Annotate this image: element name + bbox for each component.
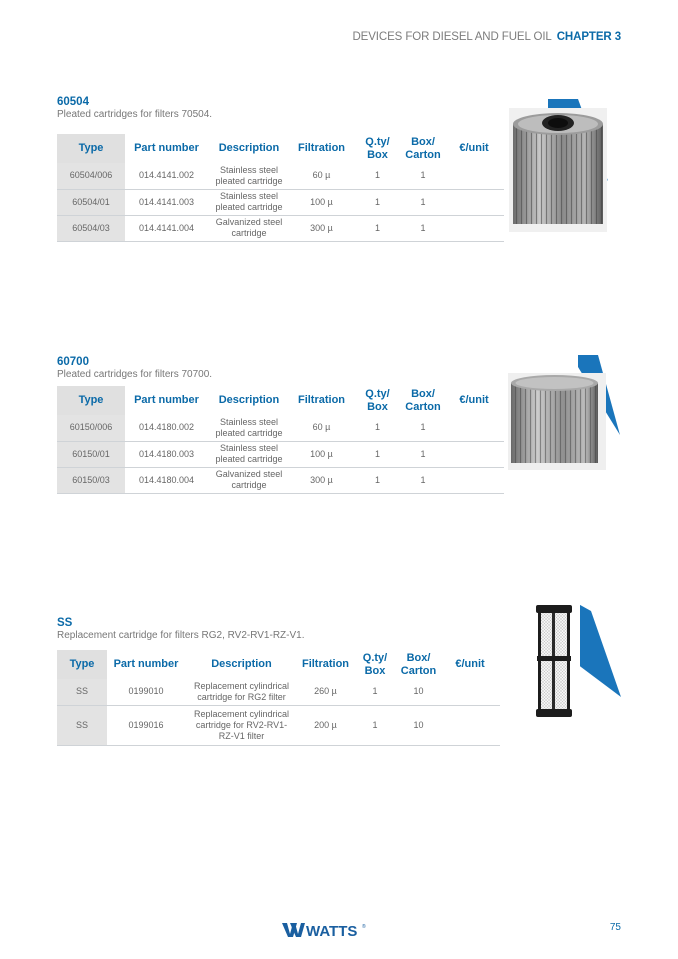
cell-description: Stainless steel pleated cartridge <box>208 441 290 467</box>
table-header-row <box>57 386 504 415</box>
cell-filtration: 100 µ <box>290 189 353 215</box>
cell-type: 60150/006 <box>57 415 125 441</box>
column-header-box-carton: Box/ Carton <box>400 652 437 677</box>
logo-text: WATTS <box>306 923 358 939</box>
cell-type: 60504/006 <box>57 163 125 189</box>
column-header-description: Description <box>218 394 280 407</box>
section-60504 <box>57 96 489 238</box>
section-60700 <box>57 356 489 490</box>
table-row <box>57 189 504 215</box>
section-subtitle: Replacement cartridge for filters RG2, RV2-RV1-RZ-V1. <box>57 630 305 641</box>
column-header-type: Type <box>57 650 107 679</box>
column-header-description: Description <box>211 658 272 671</box>
chapter-label: CHAPTER 3 <box>556 31 621 43</box>
cell-description: Galvanized steel cartridge <box>208 467 290 493</box>
page-number: 75 <box>609 922 621 933</box>
table-row <box>57 679 500 705</box>
cell-filtration: 260 µ <box>298 679 353 705</box>
column-header-box-carton: Box/ Carton <box>405 136 441 161</box>
cell-description: Stainless steel pleated cartridge <box>208 415 290 441</box>
cell-price-unit <box>444 415 504 441</box>
cell-part-number: 014.4180.004 <box>125 467 208 493</box>
cell-part-number: 014.4141.002 <box>125 163 208 189</box>
cell-filtration: 300 µ <box>290 467 353 493</box>
table-header-row <box>57 134 504 163</box>
cell-part-number: 014.4180.002 <box>125 415 208 441</box>
cell-qty-box: 1 <box>353 415 402 441</box>
cell-box-carton: 1 <box>402 441 444 467</box>
pleated-cartridge-image <box>508 373 606 475</box>
cell-price-unit <box>444 467 504 493</box>
table-row <box>57 163 504 189</box>
column-header-filtration: Filtration <box>297 142 346 155</box>
cell-qty-box: 1 <box>353 679 397 705</box>
cell-part-number: 0199016 <box>107 705 185 745</box>
svg-text:®: ® <box>362 924 366 930</box>
column-header-price-unit: €/unit <box>455 658 485 671</box>
cell-box-carton: 1 <box>402 163 444 189</box>
table-header-row <box>57 650 500 679</box>
cell-description: Stainless steel pleated cartridge <box>208 163 290 189</box>
cell-part-number: 0199010 <box>107 679 185 705</box>
section-ss <box>57 617 485 741</box>
product-table <box>57 386 504 494</box>
cell-type: 60150/01 <box>57 441 125 467</box>
column-header-qty-box: Q.ty/ Box <box>362 652 388 677</box>
section-subtitle: Pleated cartridges for filters 70700. <box>57 369 213 380</box>
cell-price-unit <box>444 163 504 189</box>
column-header-filtration: Filtration <box>297 394 346 407</box>
table-row <box>57 415 504 441</box>
pleated-cartridge-image <box>509 108 607 237</box>
table-row <box>57 441 504 467</box>
accent-triangle <box>573 601 621 702</box>
cell-qty-box: 1 <box>353 215 402 241</box>
column-header-part-number: Part number <box>113 658 179 671</box>
cell-description: Galvanized steel cartridge <box>208 215 290 241</box>
watts-logo <box>282 921 368 944</box>
cell-price-unit <box>440 705 500 745</box>
table-row <box>57 705 500 745</box>
cell-box-carton: 1 <box>402 189 444 215</box>
cell-price-unit <box>444 215 504 241</box>
chapter-header <box>352 31 621 43</box>
chapter-prefix: DEVICES FOR DIESEL AND FUEL OIL <box>352 31 552 43</box>
cell-box-carton: 10 <box>397 679 440 705</box>
cell-box-carton: 1 <box>402 467 444 493</box>
cell-part-number: 014.4141.003 <box>125 189 208 215</box>
cell-description: Stainless steel pleated cartridge <box>208 189 290 215</box>
product-table <box>57 650 500 746</box>
section-subtitle: Pleated cartridges for filters 70504. <box>57 109 213 120</box>
column-header-box-carton: Box/ Carton <box>405 388 441 413</box>
section-code: 60700 <box>57 356 89 368</box>
section-code: SS <box>57 617 73 629</box>
column-header-description: Description <box>218 142 280 155</box>
cell-box-carton: 1 <box>402 415 444 441</box>
cell-qty-box: 1 <box>353 189 402 215</box>
cell-price-unit <box>444 441 504 467</box>
column-header-qty-box: Q.ty/ Box <box>365 388 390 413</box>
cell-type: 60504/01 <box>57 189 125 215</box>
cell-description: Replacement cylindrical cartridge for RV2-RV1- RZ-V1 filter <box>185 705 298 745</box>
cell-type: SS <box>57 679 107 705</box>
column-header-filtration: Filtration <box>301 658 350 671</box>
column-header-type: Type <box>57 386 125 415</box>
section-code: 60504 <box>57 96 89 108</box>
cell-qty-box: 1 <box>353 163 402 189</box>
cell-filtration: 200 µ <box>298 705 353 745</box>
column-header-part-number: Part number <box>134 142 199 155</box>
cell-price-unit <box>440 679 500 705</box>
cell-box-carton: 10 <box>397 705 440 745</box>
cell-part-number: 014.4141.004 <box>125 215 208 241</box>
column-header-price-unit: €/unit <box>459 142 489 155</box>
cell-qty-box: 1 <box>353 705 397 745</box>
cell-filtration: 100 µ <box>290 441 353 467</box>
cell-type: SS <box>57 705 107 745</box>
cell-filtration: 300 µ <box>290 215 353 241</box>
cell-type: 60150/03 <box>57 467 125 493</box>
cell-type: 60504/03 <box>57 215 125 241</box>
mesh-cartridge-image <box>528 601 580 726</box>
product-table <box>57 134 504 242</box>
column-header-part-number: Part number <box>134 394 199 407</box>
cell-price-unit <box>444 189 504 215</box>
cell-qty-box: 1 <box>353 467 402 493</box>
cell-filtration: 60 µ <box>290 163 353 189</box>
cell-part-number: 014.4180.003 <box>125 441 208 467</box>
cell-qty-box: 1 <box>353 441 402 467</box>
column-header-type: Type <box>57 134 125 163</box>
table-row <box>57 467 504 493</box>
table-row <box>57 215 504 241</box>
cell-description: Replacement cylindrical cartridge for RG2 filter <box>185 679 298 705</box>
column-header-price-unit: €/unit <box>459 394 489 407</box>
cell-box-carton: 1 <box>402 215 444 241</box>
column-header-qty-box: Q.ty/ Box <box>365 136 390 161</box>
cell-filtration: 60 µ <box>290 415 353 441</box>
